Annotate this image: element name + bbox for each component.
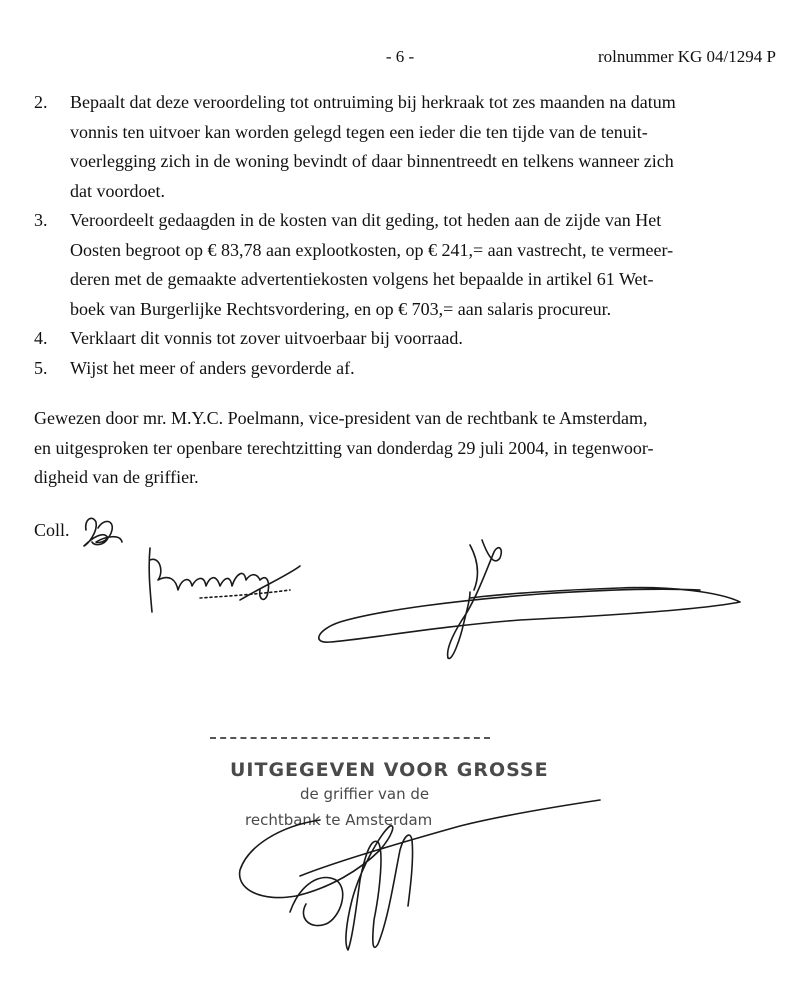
- page-number: - 6 -: [385, 47, 415, 66]
- stamp-line: de griffier van de: [300, 785, 430, 803]
- coll-label: Coll.: [34, 520, 70, 540]
- stamp-line: UITGEGEVEN VOOR GROSSE: [230, 759, 549, 781]
- closing-line: Gewezen door mr. M.Y.C. Poelmann, vice-president van de rechtbank te Amsterdam,: [34, 408, 648, 428]
- item-text-line: vonnis ten uitvoer kan worden gelegd tegen een ieder die ten tijde van de tenuit-: [70, 121, 648, 142]
- closing-line: en uitgesproken ter openbare terechtzitting van donderdag 29 juli 2004, in tegenwoor-: [34, 437, 654, 458]
- stamp-signature-loops: [290, 878, 343, 926]
- judge-signature: [149, 548, 300, 612]
- case-number: rolnummer KG 04/1294 P: [597, 47, 776, 66]
- item-text-line: Wijst het meer of anders gevorderde af.: [70, 357, 355, 378]
- item-text-line: dat voordoet.: [70, 180, 165, 201]
- stamp-signature: [240, 800, 600, 950]
- item-text-line: deren met de gemaakte advertentiekosten volgens het bepaalde in artikel 61 Wet-: [70, 269, 654, 289]
- registrar-signature: [319, 540, 740, 658]
- stamp-line: rechtbank te Amsterdam: [245, 811, 433, 829]
- item-number: 3.: [34, 210, 48, 230]
- item-text-line: Oosten begroot op € 83,78 aan explootkosten, op € 241,= aan vastrecht, te vermeer-: [70, 239, 674, 260]
- item-text-line: Verklaart dit vonnis tot zover uitvoerbaar bij voorraad.: [70, 328, 463, 348]
- item-number: 5.: [34, 357, 48, 378]
- item-text-line: boek van Burgerlijke Rechtsvordering, en op € 703,= aan salaris procureur.: [70, 298, 612, 319]
- item-text-line: Veroordeelt gedaagden in de kosten van dit geding, tot heden aan de zijde van Het: [70, 210, 662, 230]
- item-number: 2.: [34, 92, 48, 112]
- closing-line: digheid van de griffier.: [34, 467, 199, 487]
- item-text-line: Bepaalt dat deze veroordeling tot ontruiming bij herkraak tot zes maanden na datum: [70, 92, 676, 112]
- initials-signature: [84, 518, 122, 546]
- item-text-line: voerlegging zich in de woning bevindt of daar binnentreedt en telkens wanneer zich: [70, 151, 674, 171]
- item-number: 4.: [34, 328, 48, 348]
